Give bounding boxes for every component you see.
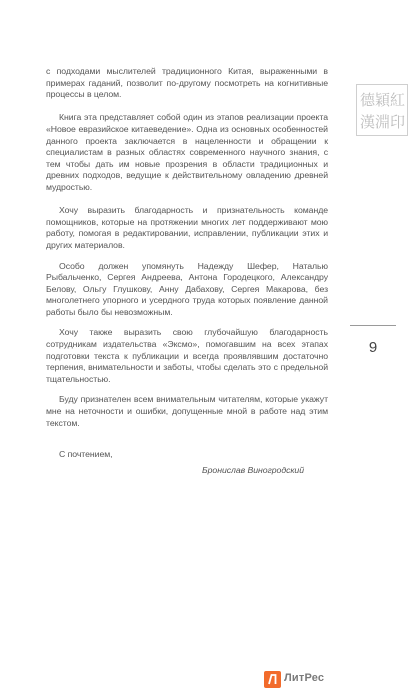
seal-char: 穎 xyxy=(375,90,391,109)
paragraph-5: Хочу также выразить свою глубочайшую благодарность сотрудникам издательства «Эксмо», помогавшим на всех этапах подготовки текста к публикации и всегда проявлявшим достаточно терпения, внимательности и заботы, чтобы сделать это с предельной тщательностью. xyxy=(46,327,328,384)
litres-logo-text: ЛитРес xyxy=(284,672,325,684)
page-number: 9 xyxy=(368,339,378,356)
page-number-rule xyxy=(350,325,396,326)
paragraph-6: Буду признателен всем внимательным читателям, которые укажут мне на неточности и ошибки, допущенные мной в работе над этим текстом. xyxy=(46,394,328,428)
author-signature: Бронислав Виногродский xyxy=(202,464,304,475)
litres-logo-icon xyxy=(264,671,281,688)
paragraph-3: Хочу выразить благодарность и признательность команде помощников, которые на протяжении многих лет поддерживают мою работу, помогая в редактировании, исправлении, публикации этих и других материалов. xyxy=(46,205,328,250)
seal-char: 淵 xyxy=(375,112,391,131)
paragraph-2: Книга эта представляет собой один из этапов реализации проекта «Новое евразийское китаеведение». Одна из основных особенностей данного проекта заключается в нацеленности и обращении к специалистам в разных областях современного научного знания, с тем чтобы дать им новые прозрения в области традиционных и древних подходов, ведущие к действительному овладению древней мудростью. xyxy=(46,112,328,192)
greeting: С почтением, xyxy=(59,449,113,460)
body-text xyxy=(46,66,328,476)
paragraph-1: с подходами мыслителей традиционного Китая, выраженными в примерах гаданий, позволит по-другому посмотреть на когнитивные процессы в целом. xyxy=(46,66,328,100)
chinese-seal xyxy=(356,84,408,136)
seal-char: 德 xyxy=(360,90,376,109)
seal-char: 紅 xyxy=(390,90,406,109)
paragraph-4: Особо должен упомянуть Надежду Шефер, Наталью Рыбальченко, Сергея Андреева, Антона Городецкого, Александру Белову, Ольгу Глушкову, Анну Дабахову, Сергея Макарова, без многолетнего упорного и усердного труда которых появление данной работы было бы невозможным. xyxy=(46,260,328,317)
seal-char: 漢 xyxy=(360,112,376,131)
seal-char: 印 xyxy=(390,112,406,131)
